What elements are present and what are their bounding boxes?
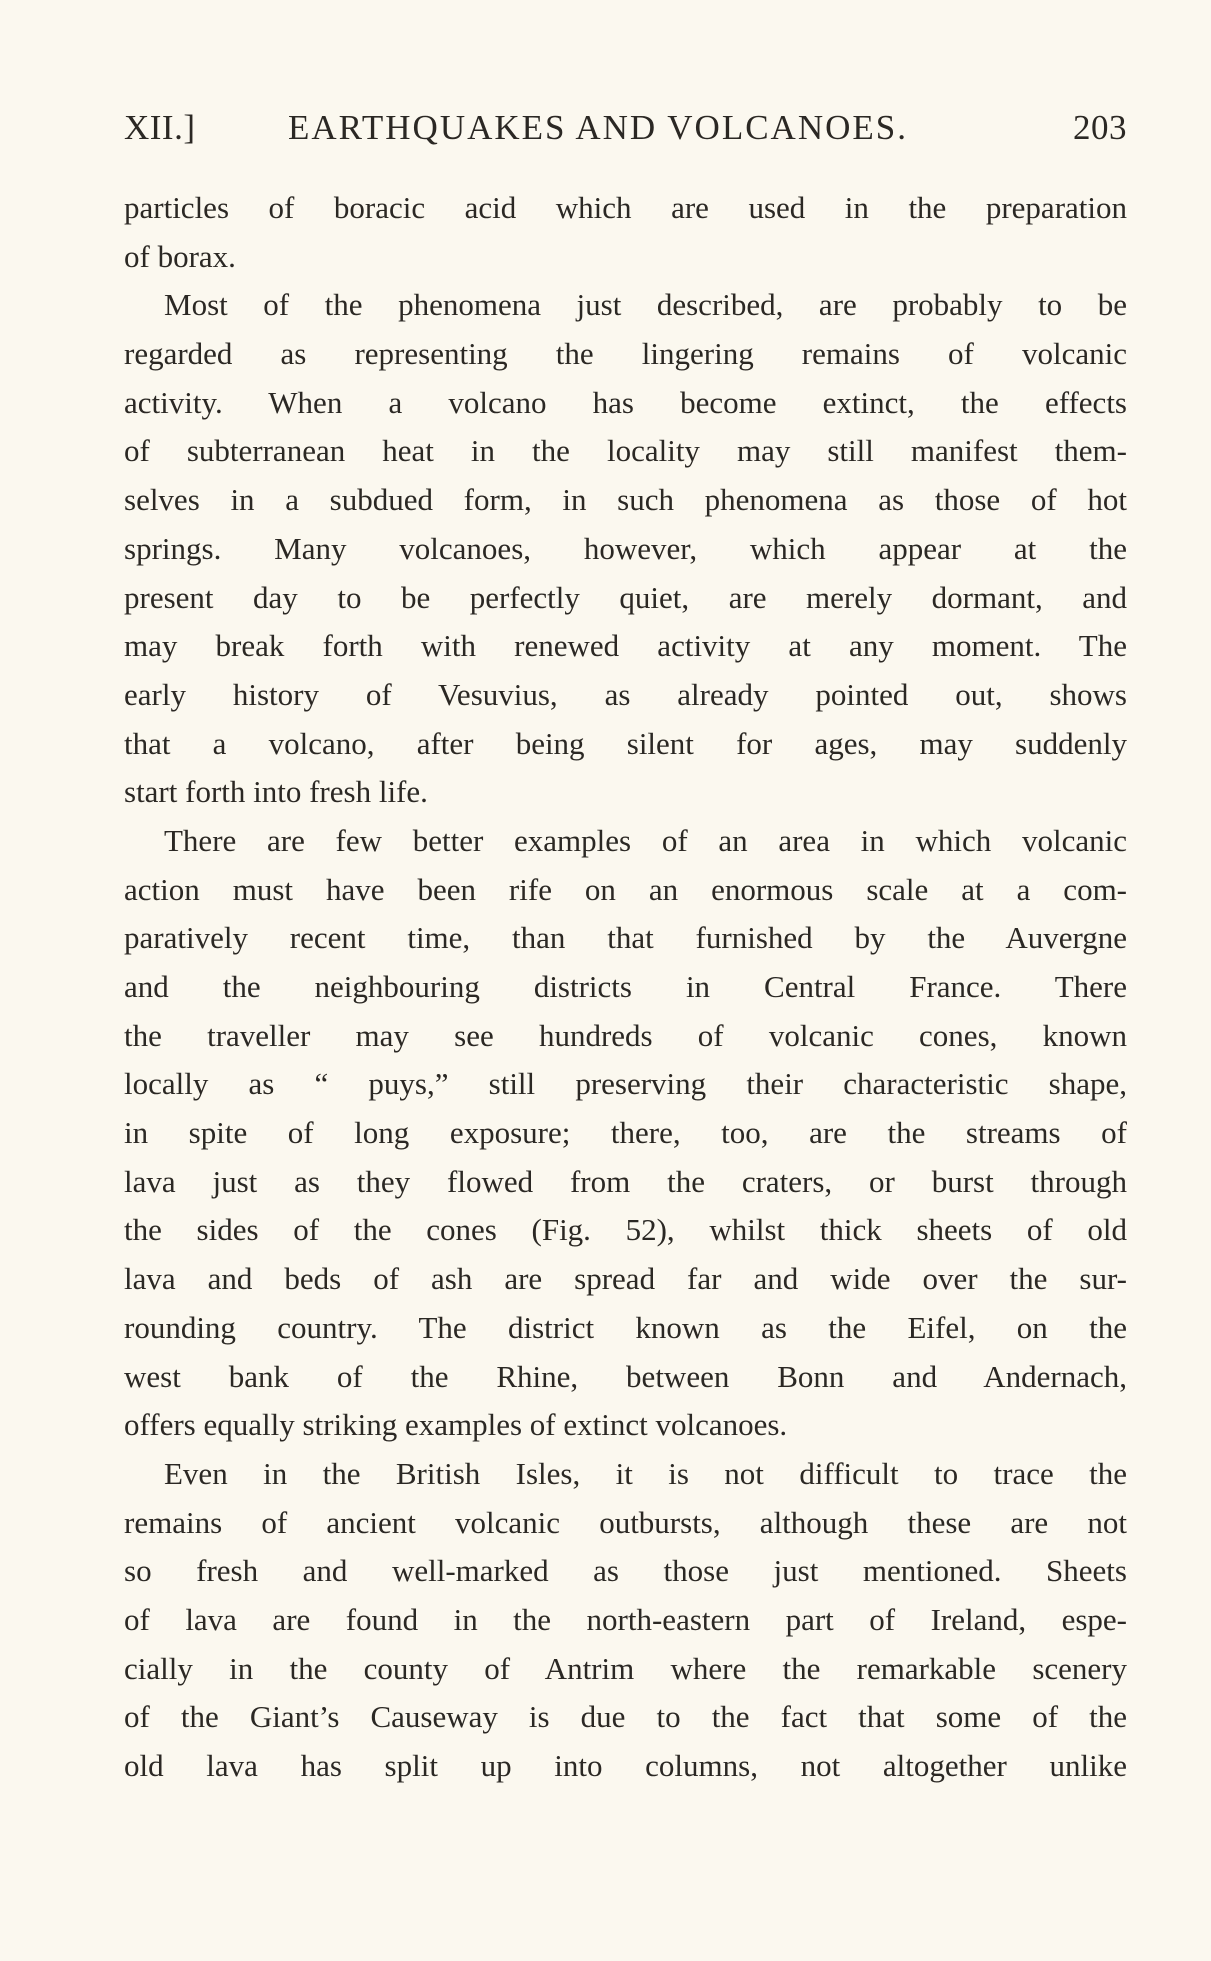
text-line: of borax. [124, 238, 236, 274]
text-line: may break forth with renewed activity at any moment. The [124, 628, 1127, 664]
text-line: selves in a subdued form, in such phenomena as those of hot [124, 482, 1127, 518]
text-line: the traveller may see hundreds of volcanic cones, known [124, 1017, 1127, 1053]
text-line: action must have been rife on an enormous scale at a com- [124, 871, 1127, 907]
text-line: remains of ancient volcanic outbursts, although these are not [124, 1504, 1127, 1540]
text-line: present day to be perfectly quiet, are merely dormant, and [124, 579, 1127, 615]
text-line: There are few better examples of an area in which volcanic [164, 822, 1127, 858]
text-line: so fresh and well-marked as those just mentioned. Sheets [124, 1553, 1127, 1589]
text-line: regarded as representing the lingering remains of volcanic [124, 336, 1127, 372]
text-line: and the neighbouring districts in Central France. There [124, 969, 1127, 1004]
text-line: in spite of long exposure; there, too, are the streams of [124, 1115, 1127, 1151]
running-head [124, 108, 1127, 152]
text-line: that a volcano, after being silent for ages, may suddenly [124, 725, 1127, 761]
page-title: EARTHQUAKES AND VOLCANOES. [288, 108, 908, 147]
text-line: offers equally striking examples of extinct volcanoes. [124, 1407, 788, 1443]
text-line: particles of boracic acid which are used in the preparation [124, 190, 1127, 225]
text-line: Most of the phenomena just described, are probably to be [164, 287, 1127, 323]
text-line: old lava has split up into columns, not altogether unlike [124, 1748, 1127, 1783]
text-line: lava just as they flowed from the craters, or burst through [124, 1163, 1127, 1199]
text-line: rounding country. The district known as the Eifel, on the [124, 1309, 1127, 1345]
chapter-label: XII.] [124, 108, 196, 147]
text-line: of lava are found in the north-eastern part of Ireland, espe- [124, 1601, 1127, 1637]
text-line: the sides of the cones (Fig. 52), whilst thick sheets of old [124, 1212, 1127, 1248]
text-line: of subterranean heat in the locality may still manifest them- [124, 433, 1127, 469]
text-line: early history of Vesuvius, as already pointed out, shows [124, 676, 1127, 712]
text-line: springs. Many volcanoes, however, which appear at the [124, 530, 1127, 566]
body-text [124, 184, 1127, 1791]
text-line: locally as “ puys,” still preserving their characteristic shape, [124, 1066, 1127, 1102]
text-line: paratively recent time, than that furnished by the Auvergne [124, 920, 1127, 956]
text-line: of the Giant’s Causeway is due to the fact that some of the [124, 1699, 1127, 1735]
text-line: activity. When a volcano has become extinct, the effects [124, 384, 1127, 420]
text-line: cially in the county of Antrim where the remarkable scenery [124, 1650, 1127, 1686]
text-line: Even in the British Isles, it is not difficult to trace the [164, 1455, 1127, 1491]
text-line: west bank of the Rhine, between Bonn and Andernach, [124, 1358, 1127, 1394]
page-number: 203 [1073, 108, 1127, 147]
text-line: lava and beds of ash are spread far and wide over the sur- [124, 1261, 1127, 1297]
text-line: start forth into fresh life. [124, 774, 428, 810]
